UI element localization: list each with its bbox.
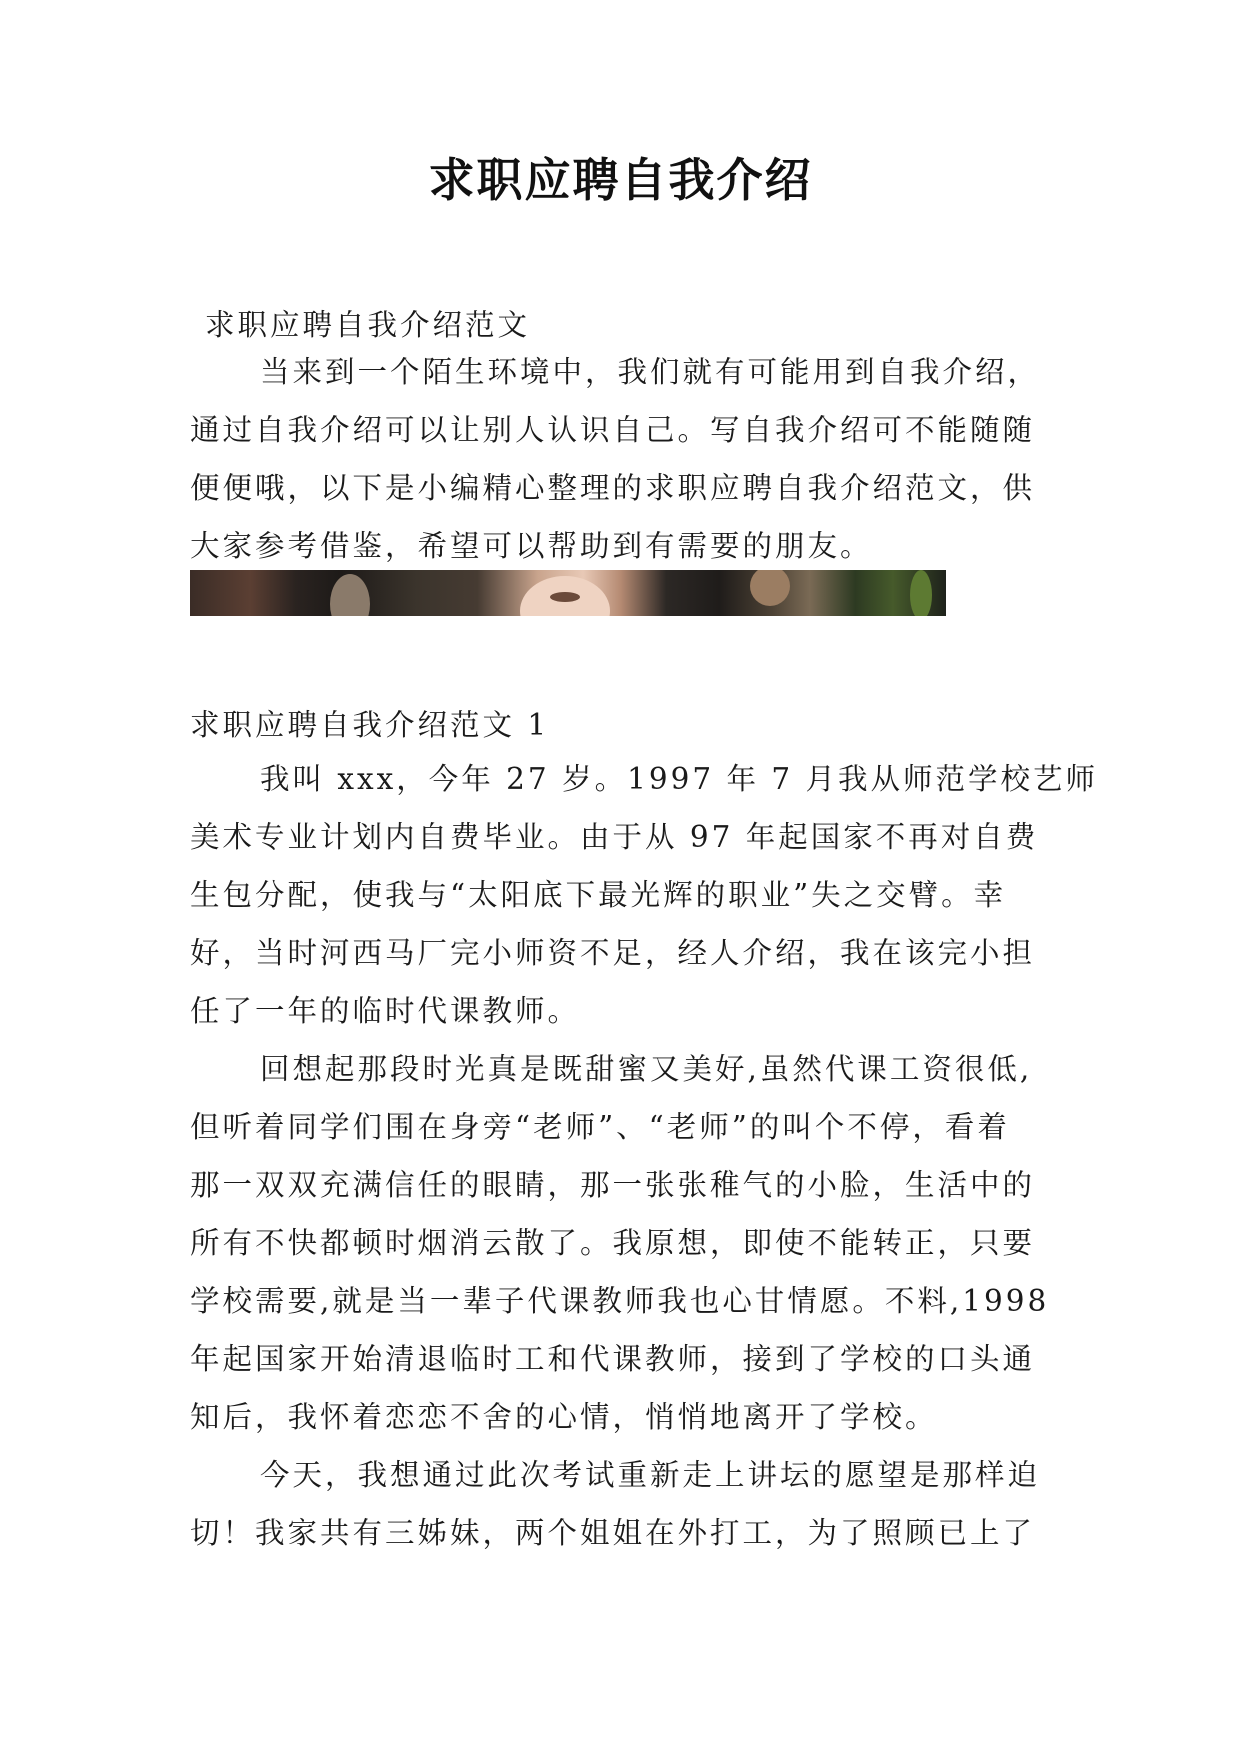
paragraph-line: 通过自我介绍可以让别人认识自己。写自我介绍可不能随随 [190,413,1036,447]
paragraph-line: 便便哦，以下是小编精心整理的求职应聘自我介绍范文，供 [190,471,1036,505]
paragraph-line: 年起国家开始清退临时工和代课教师，接到了学校的口头通 [190,1342,1036,1376]
paragraph-line: 所有不快都顿时烟消云散了。我原想，即使不能转正，只要 [190,1226,1036,1260]
paragraph-line: 今天，我想通过此次考试重新走上讲坛的愿望是那样迫 [260,1458,1041,1492]
intro-paragraph [190,343,1070,575]
paragraph-line: 生包分配，使我与“太阳底下最光辉的职业”失之交臂。幸 [190,878,1007,912]
paragraph-line: 当来到一个陌生环境中，我们就有可能用到自我介绍， [260,355,1041,389]
document-subtitle: 求职应聘自我介绍范文 [205,308,531,342]
paragraph-line: 那一双双充满信任的眼睛，那一张张稚气的小脸，生活中的 [190,1168,1036,1202]
paragraph-2 [190,1040,1070,1446]
paragraph-line: 切！我家共有三姊妹，两个姐姐在外打工，为了照顾已上了 [190,1516,1036,1550]
paragraph-1 [190,750,1099,1040]
section-heading: 求职应聘自我介绍范文 1 [190,708,550,742]
paragraph-line: 知后，我怀着恋恋不舍的心情，悄悄地离开了学校。 [190,1400,938,1434]
paragraph-3 [190,1446,1070,1562]
paragraph-line: 学校需要,就是当一辈子代课教师我也心甘情愿。不料,1998 [190,1284,1050,1318]
paragraph-line: 美术专业计划内自费毕业。由于从 97 年起国家不再对自费 [190,820,1039,854]
paragraph-line: 任了一年的临时代课教师。 [190,994,581,1028]
photo-image [190,570,946,616]
paragraph-line: 但听着同学们围在身旁“老师”、“老师”的叫个不停，看着 [190,1110,1010,1144]
paragraph-line: 我叫 xxx，今年 27 岁。1997 年 7 月我从师范学校艺师 [260,762,1099,796]
document-title: 求职应聘自我介绍 [428,153,813,207]
paragraph-line: 回想起那段时光真是既甜蜜又美好,虽然代课工资很低, [260,1052,1033,1086]
paragraph-line: 大家参考借鉴，希望可以帮助到有需要的朋友。 [190,529,873,563]
paragraph-line: 好，当时河西马厂完小师资不足，经人介绍，我在该完小担 [190,936,1036,970]
